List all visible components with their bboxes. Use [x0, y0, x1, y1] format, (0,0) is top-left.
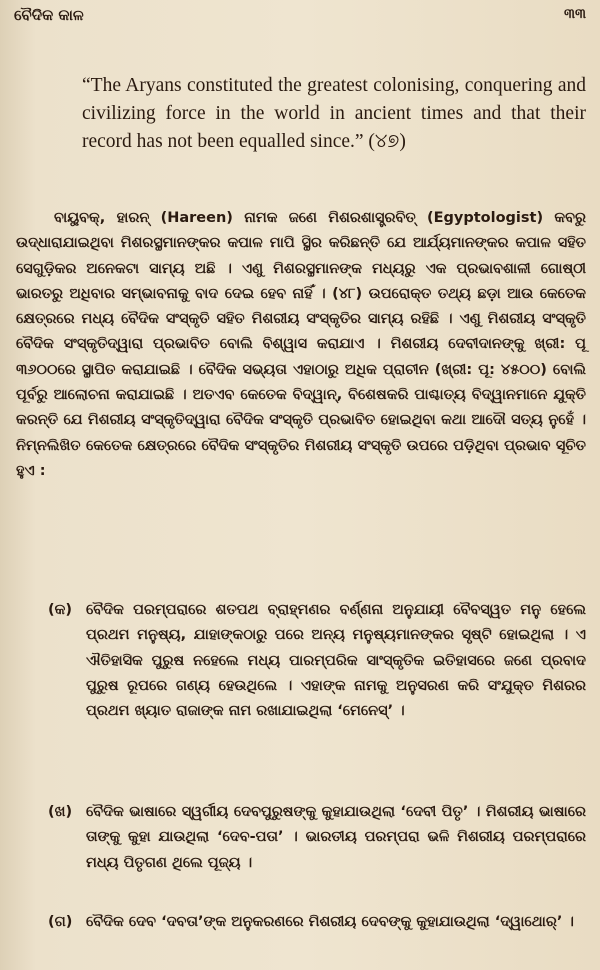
- list-marker: (ଗ): [48, 914, 73, 930]
- running-head: ବୈଦିକ କାଳ: [14, 6, 84, 24]
- list-marker: (କ): [48, 602, 72, 618]
- page-number: ୩୩: [563, 6, 586, 22]
- list-item: [48, 598, 586, 724]
- list-item-text: ବୈଦିକ ଭାଷାରେ ସ୍ୱର୍ଗୀୟ ଦେବପୁରୁଷଙ୍କୁ କୁହାଯାଉଥିଲା ‘ଦେବୀ ପିତୃ’ । ମିଶରୀୟ ଭାଷାରେ ତାଙ୍କୁ କୁହା ଯାଉଥିଲା ‘ଦେବ-ପତା’ । ଭାରତୀୟ ପରମ୍ପରା ଭଳି ମିଶରୀୟ ପରମ୍ପରାରେ ମଧ୍ୟ ପିତୃଗଣ ଥିଲେ ପୂଜ୍ୟ ।: [86, 804, 586, 871]
- main-paragraph: ବାୟୁବକ୍, ହାରନ୍ (Hareen) ନାମକ ଜଣେ ମିଶରଶାସ୍ତ୍ରବିତ୍ (Egyptologist) କବରୁ ଉଦ୍ଧାରାଯାଇଥିବା ମିଶରସ୍ଥମାନଙ୍କର କପାଳ ମାପି ସ୍ଥିର କରିଛନ୍ତି ଯେ ଆର୍ଯ୍ୟମାନଙ୍କର କପାଳ ସହିତ ସେଗୁଡ଼ିକର ଅନେକଟା ସାମ୍ୟ ଅଛି । ଏଣୁ ମିଶରସ୍ଥମାନଙ୍କ ମଧ୍ୟରୁ ଏକ ପ୍ରଭାବଶାଳୀ ଗୋଷ୍ଠୀ ଭାରତରୁ ଅଧିବାର ସମ୍ଭାବନାକୁ ବାଦ ଦେଇ ହେବ ନାହିଁ । (୪୮) ଉପରୋକ୍ତ ତଥ୍ୟ ଛଡ଼ା ଆଉ କେତେକ କ୍ଷେତ୍ରରେ ମଧ୍ୟ ବୈଦିକ ସଂସ୍କୃତି ସହିତ ମିଶରୀୟ ସଂସ୍କୃତିର ସାମ୍ୟ ରହିଛି । ଏଣୁ ମିଶରୀୟ ସଂସ୍କୃତି ବୈଦିକ ସଂସ୍କୃତିଦ୍ୱାରା ପ୍ରଭାବିତ ବୋଲି ବିଶ୍ୱାସ କରାଯାଏ । ମିଶରୀୟ ଦେବୀଦାନଙ୍କୁ ଖ୍ରୀ: ପୂ ୩୬୦୦ରେ ସ୍ଥାପିତ କରାଯାଇଛି । ବୈଦିକ ସଭ୍ୟତା ଏହାଠାରୁ ଅଧିକ ପ୍ରାଚୀନ (ଖ୍ରୀ: ପୂ: ୪୫୦୦) ବୋଲି ପୂର୍ବରୁ ଆଲୋଚନା କରାଯାଇଛି । ଅତଏବ କେତେକ ବିଦ୍ୱାନ୍, ବିଶେଷକରି ପାଶ୍ଚାତ୍ୟ ବିଦ୍ୱାନମାନେ ଯୁକ୍ତି କରନ୍ତି ଯେ ମିଶରୀୟ ସଂସ୍କୃତିଦ୍ୱାରା ବୈଦିକ ସଂସ୍କୃତି ପ୍ରଭାବିତ ହୋଇଥିବା କଥା ଆଦୌ ସତ୍ୟ ନୁହେଁ । ନିମ୍ନଲିଖିତ କେତେକ କ୍ଷେତ୍ରରେ ବୈଦିକ ସଂସ୍କୃତିର ମିଶରୀୟ ସଂସ୍କୃତି ଉପରେ ପଡ଼ିଥିବା ପ୍ରଭାବ ସୂଚିତ ହୁଏ :: [16, 210, 586, 479]
- list-item: [48, 800, 586, 876]
- list-item-text: ବୈଦିକ ପରମ୍ପରାରେ ଶତପଥ ବ୍ରାହ୍ମଣର ବର୍ଣ୍ଣନା ଅନୁଯାୟୀ ବୈବସ୍ୱତ ମନୁ ହେଲେ ପ୍ରଥମ ମନୁଷ୍ୟ, ଯାହାଙ୍କଠାରୁ ପରେ ଅନ୍ୟ ମନୁଷ୍ୟମାନଙ୍କର ସୃଷ୍ଟି ହୋଇଥିଲା । ଏ ଐତିହାସିକ ପୁରୁଷ ନହେଲେ ମଧ୍ୟ ପାରମ୍ପରିକ ସାଂସ୍କୃତିକ ଇତିହାସରେ ଜଣେ ପ୍ରବାଦ ପୁରୁଷ ରୂପରେ ଗଣ୍ୟ ହେଉଥିଲେ । ଏହାଙ୍କ ନାମକୁ ଅନୁସରଣ କରି ସଂଯୁକ୍ତ ମିଶରର ପ୍ରଥମ ଖ୍ୟାତ ରାଜାଙ୍କ ନାମ ରଖାଯାଇଥିଲା ‘ମେନେସ୍’ ।: [86, 602, 586, 720]
- list-marker: (ଖ): [48, 804, 73, 820]
- english-quote: “The Aryans constituted the greatest colonising, conquering and civilizing force in the world in ancient times and that their record has not been equalled since.” (୪୭): [82, 75, 586, 152]
- list-item: [48, 910, 586, 935]
- page-header: [14, 4, 586, 30]
- list-item-text: ବୈଦିକ ଦେବ ‘ଦବତା’ଙ୍କ ଅନୁକରଣରେ ମିଶରୀୟ ଦେବଙ୍କୁ କୁହାଯାଉଥିଲା ‘ଦ୍ୱାଥୋର୍’ ।: [86, 914, 574, 930]
